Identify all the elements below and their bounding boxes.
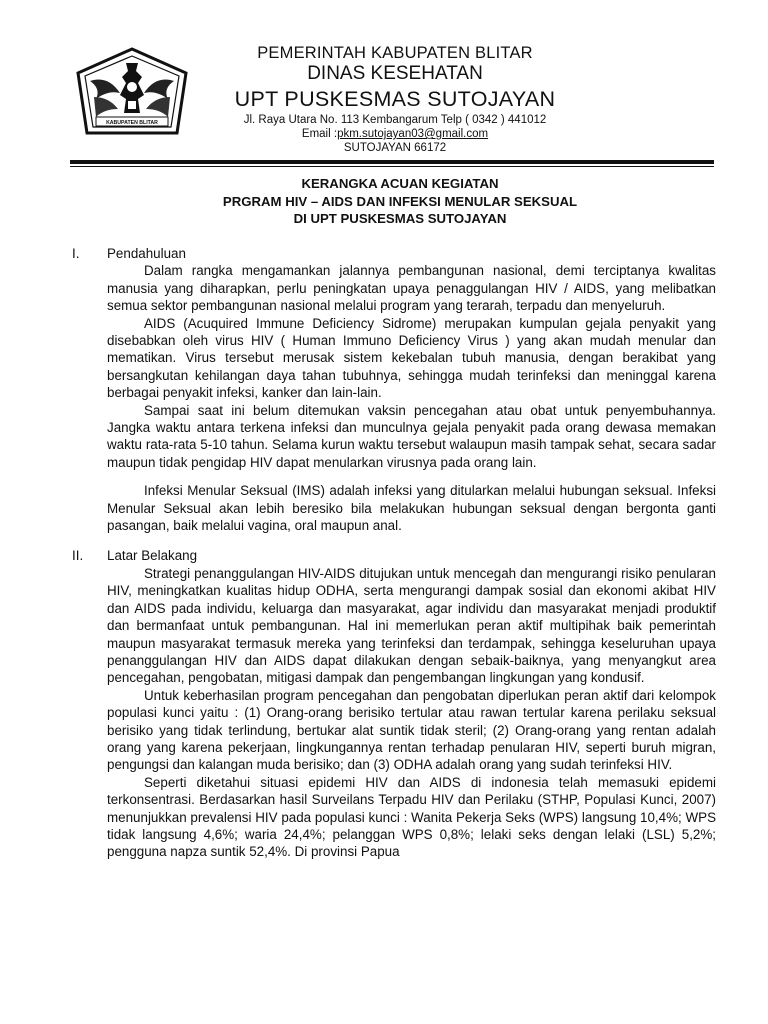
email-line: [195, 127, 595, 141]
institution-name: UPT PUSKESMAS SUTOJAYAN: [234, 87, 556, 111]
address-line: Jl. Raya Utara No. 113 Kembangarum Telp ( 0342 ) 441012: [243, 114, 547, 126]
email-label: Email :: [301, 128, 338, 140]
paragraph: Strategi penanggulangan HIV-AIDS ditujukan untuk mencegah dan mengurangi risiko penularan HIV, meningkatkan kualitas hidup ODHA, serta mengurangi dampak sosial dan ekonomi akibat HIV dan AIDS pada individu, keluarga dan masyarakat, agar individu dan masyarakat menjadi produktif dan bermanfaat untuk pembangunan. Hal ini memerlukan peran aktif multipihak baik pemerintah maupun masyarakat termasuk mereka yang terinfeksi dan terdampak, sehingga keseluruhan upaya penanggulangan HIV dan AIDS dapat dilakukan dengan sebaik-baiknya, yang menyangkut area pencegahan, pengobatan, mitigasi dampak dan pengembangan lingkungan yang kondusif.: [107, 565, 716, 686]
document-title: [80, 175, 720, 228]
section-number: I.: [72, 246, 80, 261]
title-line-3: DI UPT PUSKESMAS SUTOJAYAN: [293, 211, 507, 226]
section-latar-belakang: [70, 547, 716, 860]
title-line-1: KERANGKA ACUAN KEGIATAN: [301, 176, 499, 191]
section-number: II.: [72, 548, 84, 564]
postal-line: SUTOJAYAN 66172: [343, 142, 447, 154]
paragraph: Seperti diketahui situasi epidemi HIV dan AIDS di indonesia telah memasuki epidemi terkonsentrasi. Berdasarkan hasil Surveilans Terpadu HIV dan Perilaku (STHP, Populasi Kunci, 2007) menunjukkan prevalensi HIV pada populasi kunci : Wanita Pekerja Seks (WPS) langsung 10,4%; WPS tidak langsung 4,6%; waria 24,4%; pelanggan WPS 0,8%; lelaki seks dengan lelaki (LSL) 5,2%; pengguna napza suntik 52,4%. Di provinsi Papua: [107, 774, 716, 860]
paragraph: Dalam rangka mengamankan jalannya pembangunan nasional, demi terciptanya kwalitas manusia yang diharapkan, perlu peningkatan upaya penaggulangan HIV / AIDS, yang melibatkan semua sektor pembangunan nasional melalui program yang terarah, terpadu dan menyeluruh.: [107, 263, 716, 314]
section-heading: [70, 245, 716, 262]
letterhead-rule-thin: [70, 166, 714, 167]
title-line-2: PRGRAM HIV – AIDS DAN INFEKSI MENULAR SEKSUAL: [222, 193, 578, 209]
section-title: Pendahuluan: [107, 246, 186, 261]
letterhead-rule-thick: [70, 160, 714, 164]
document-body: [70, 245, 716, 861]
government-name: PEMERINTAH KABUPATEN BLITAR: [257, 44, 533, 62]
paragraph: AIDS (Acuquired Immune Deficiency Sidrome) merupakan kumpulan gejala penyakit yang disebabkan oleh virus HIV ( Human Immuno Deficiency Virus ) yang akan mudah menular dan mematikan. Virus tersebut merusak sistem kekebalan tubuh manusia, dengan berakibat yang bersangkutan kehilangan daya tahan tubuhnya, sehingga mudah terinfeksi dan meninggal karena berbagai penyakit infeksi, kanker dan lain-lain.: [107, 315, 716, 401]
section-pendahuluan: [70, 245, 716, 534]
paragraph: Infeksi Menular Seksual (IMS) adalah infeksi yang ditularkan melalui hubungan seksual. Infeksi Menular Seksual akan lebih beresiko bila melakukan hubungan seksual dengan bergonta ganti pasangan, baik melalui vagina, oral maupun anal.: [107, 483, 716, 534]
letterhead: [195, 44, 595, 155]
blitar-emblem-icon: [76, 47, 188, 143]
paragraph: Untuk keberhasilan program pencegahan dan pengobatan diperlukan peran aktif dari kelompok populasi kunci yaitu : (1) Orang-orang berisiko tertular atau rawan tertular karena perilaku seksual berisiko yang tidak terlindung, bertukar alat suntik tidak steril; (2) Orang-orang yang rentan adalah orang yang karena pekerjaan, lingkungannya rentan terhadap penularan HIV, seperti buruh migran, pengungsi dan kalangan muda berisiko; dan (3) ODHA adalah orang yang sudah terinfeksi HIV.: [107, 687, 716, 773]
logo-caption: KABUPATEN BLITAR: [106, 120, 158, 126]
section-heading: [70, 547, 716, 564]
paragraph: Sampai saat ini belum ditemukan vaksin pencegahan atau obat untuk penyembuhannya. Jangka waktu antara terkena infeksi dan munculnya gejala penyakit pada orang dewasa memakan waktu rata-rata 5-10 tahun. Selama kurun waktu tersebut walaupun masih tampak sehat, secara sadar maupun tidak pengidap HIV dapat menularkan virusnya pada orang lain.: [107, 402, 716, 470]
email-link[interactable]: pkm.sutojayan03@gmail.com: [337, 128, 489, 140]
agency-name: DINAS KESEHATAN: [307, 63, 483, 84]
section-title: Latar Belakang: [107, 548, 198, 564]
